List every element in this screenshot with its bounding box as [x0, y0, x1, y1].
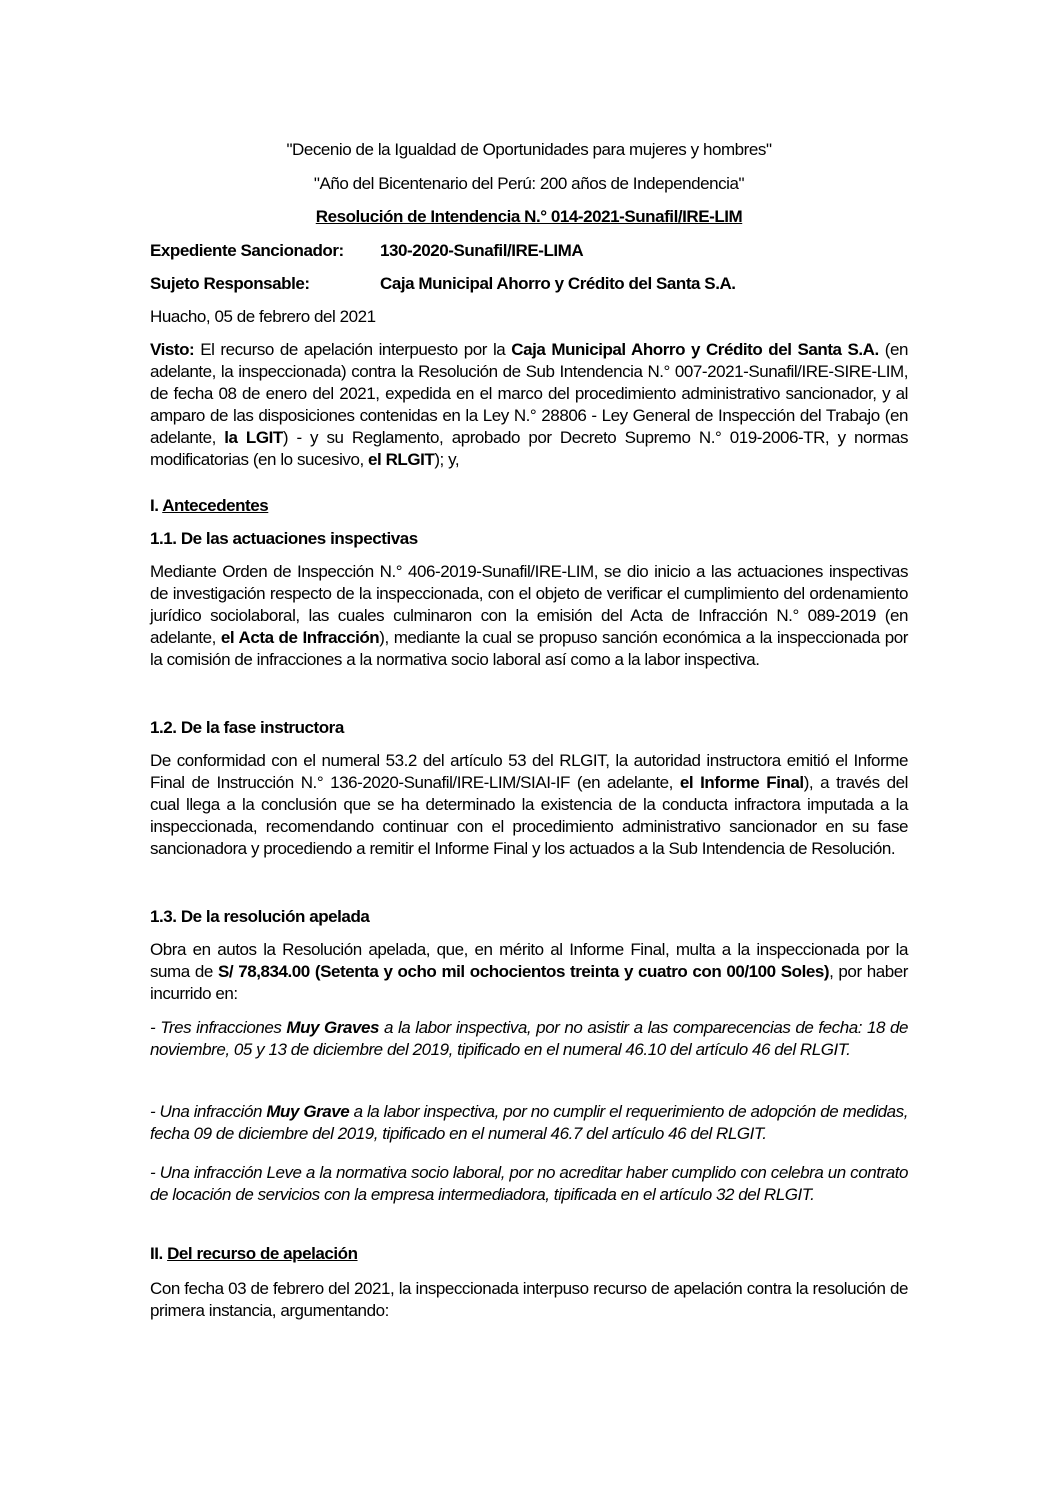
- resolution-title: Resolución de Intendencia N.° 014-2021-Sunafil/IRE-LIM: [315, 207, 743, 226]
- sujeto-value: Caja Municipal Ahorro y Crédito del Santa S.A.: [380, 274, 736, 293]
- s13-text-2: , por haber incurrido en:: [150, 962, 908, 1004]
- fine-amount: S/ 78,834.00 (Setenta y ocho mil ochocientos treinta y cuatro con 00/100 Soles): [217, 962, 830, 982]
- s12-text-2: ), a través del cual llega a la conclusión que se ha determinado la existencia de la conducta infractora imputada a la inspeccionada, recomendando continuar con el procedimiento administrativo sancionador en su fase sancionadora y procediendo a remitir el Informe Final y los actuados a la Sub Intendencia de Resolución.: [150, 773, 908, 859]
- visto-rlgit: el RLGIT: [368, 450, 435, 470]
- s12-text-1: De conformidad con el numeral 53.2 del artículo 53 del RLGIT, la autoridad instructora emitió el Informe Final de Instrucción N.° 136-2020-Sunafil/IRE-LIM/SIAI-IF (en adelante,: [150, 751, 908, 793]
- s13-text-1: Obra en autos la Resolución apelada, que, en mérito al Informe Final, multa a la inspeccionada por la suma de: [150, 940, 908, 982]
- visto-label: Visto:: [150, 340, 195, 359]
- section-1-heading: [150, 495, 908, 517]
- expediente-value: 130-2020-Sunafil/IRE-LIMA: [380, 241, 584, 260]
- subsection-1-2-paragraph: [150, 750, 908, 860]
- s11-text-1: Mediante Orden de Inspección N.° 406-2019-Sunafil/IRE-LIM, se dio inicio a las actuaciones inspectivas de investigación respecto de la inspeccionada, con el objeto de verificar el cumplimiento del ordenamiento jurídico sociolaboral, las cuales culminaron con la emisión del Acta de Infracción N.° 089-2019 (en adelante,: [150, 562, 908, 648]
- section-2-paragraph: Con fecha 03 de febrero del 2021, la inspeccionada interpuso recurso de apelación contra la resolución de primera instancia, argumentando:: [150, 1279, 908, 1321]
- inf2-severity: Muy Grave: [266, 1102, 350, 1121]
- sujeto-row: [150, 273, 908, 295]
- inf1-text-2: a la labor inspectiva, por no asistir a las comparecencias de fecha: 18 de noviembre, 05 y 13 de diciembre del 2019, tipificado en el numeral 46.10 del artículo 46 del RLGIT.: [150, 1018, 909, 1060]
- visto-text-1: El recurso de apelación interpuesto por la: [194, 340, 512, 359]
- motto-line-1: "Decenio de la Igualdad de Oportunidades para mujeres y hombres": [286, 140, 772, 159]
- infraction-item-1: [150, 1017, 908, 1061]
- expediente-label: Expediente Sancionador:: [150, 241, 344, 260]
- s12-bold: el Informe Final: [679, 773, 804, 793]
- motto-line-2: "Año del Bicentenario del Perú: 200 años de Independencia": [313, 174, 745, 193]
- visto-lgit: la LGIT: [224, 428, 283, 448]
- section-1-number: I.: [150, 496, 163, 515]
- inf2-text-1: - Una infracción: [150, 1102, 267, 1121]
- subsection-1-1-paragraph: [150, 561, 908, 671]
- visto-text-2: (en adelante, la inspeccionada) contra la Resolución de Sub Intendencia N.° 007-2021-Sunafil/IRE-SIRE-LIM, de fecha 08 de enero del 2021, expedida en el marco del procedimiento administrativo sancionador, y al amparo de las disposiciones contenidas en la Ley N.° 28806 - Ley General de Inspección del Trabajo (en adelante,: [150, 340, 908, 448]
- sujeto-label: Sujeto Responsable:: [150, 274, 310, 293]
- inf1-text-1: - Tres infracciones: [150, 1018, 287, 1037]
- section-2-number: II.: [150, 1244, 168, 1263]
- section-2-title: Del recurso de apelación: [167, 1244, 358, 1263]
- infraction-item-2: [150, 1101, 908, 1145]
- date-line: Huacho, 05 de febrero del 2021: [150, 307, 376, 326]
- expediente-row: [150, 240, 908, 262]
- inf2-text-2: a la labor inspectiva, por no cumplir el requerimiento de adopción de medidas, fecha 09 de diciembre del 2019, tipificado en el numeral 46.7 del artículo 46 del RLGIT.: [150, 1102, 909, 1144]
- s11-text-2: ), mediante la cual se propuso sanción económica a la inspeccionada por la comisión de infracciones a la normativa socio laboral así como a la labor inspectiva.: [150, 628, 908, 670]
- subsection-1-2-heading: 1.2. De la fase instructora: [150, 718, 344, 737]
- s11-bold: el Acta de Infracción: [220, 628, 380, 648]
- subsection-1-3-heading: 1.3. De la resolución apelada: [150, 907, 370, 926]
- inf1-severity: Muy Graves: [286, 1018, 380, 1037]
- subsection-1-3-paragraph: [150, 939, 908, 1005]
- visto-company: Caja Municipal Ahorro y Crédito del Santa S.A.: [511, 340, 879, 359]
- infraction-item-3: - Una infracción Leve a la normativa socio laboral, por no acreditar haber cumplido con celebra un contrato de locación de servicios con la empresa intermediadora, tipificada en el artículo 32 del RLGIT.: [150, 1163, 908, 1205]
- visto-text-3: ) - y su Reglamento, aprobado por Decreto Supremo N.° 019-2006-TR, y normas modificatorias (en lo sucesivo,: [150, 428, 908, 470]
- section-1-title: Antecedentes: [162, 496, 269, 515]
- visto-text-4: ); y,: [434, 450, 460, 470]
- subsection-1-1-heading: 1.1. De las actuaciones inspectivas: [150, 529, 418, 548]
- visto-paragraph: [150, 339, 908, 472]
- section-2-heading: [150, 1243, 908, 1265]
